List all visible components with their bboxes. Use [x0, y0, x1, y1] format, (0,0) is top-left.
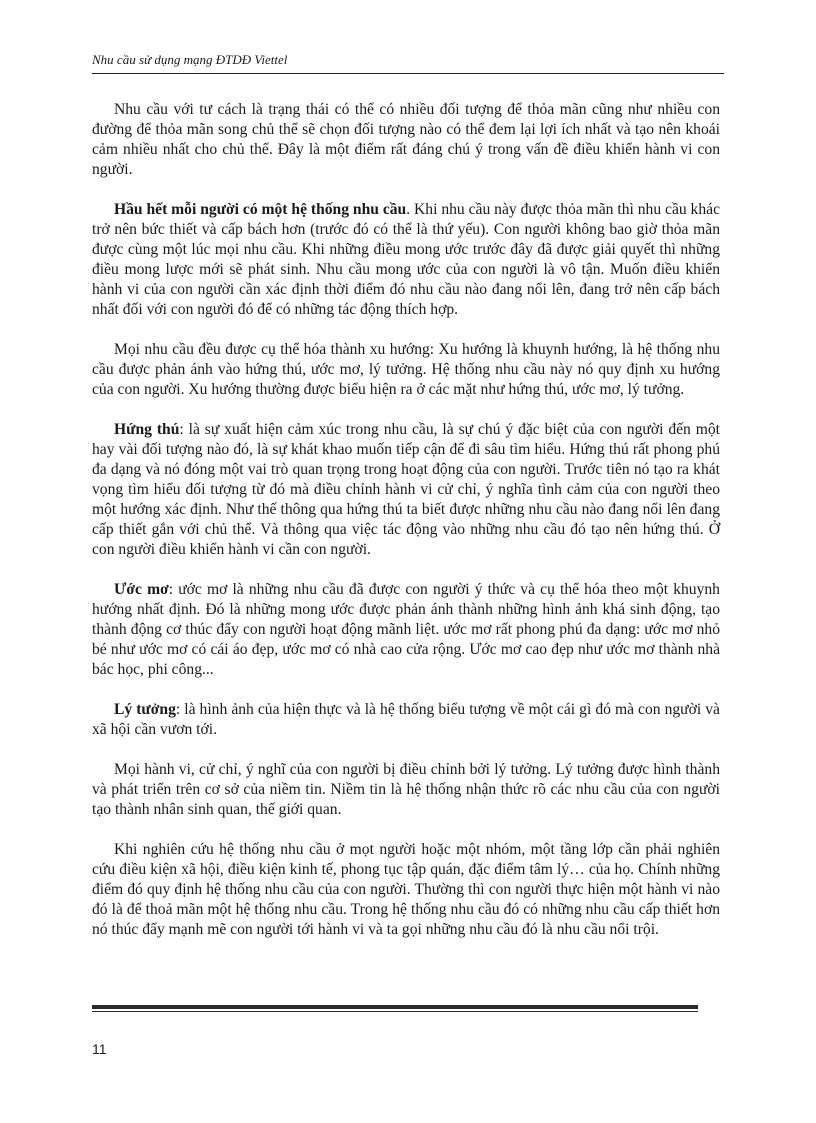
paragraph-1-text: Nhu cầu với tư cách là trạng thái có thể có nhiều đối tượng để thỏa mãn cũng như nhiều con đường để thỏa mãn song chủ thể sẽ chọn đối tượng nào có thể đem lại lợi ích nhất và tạo nên khoái cảm nhiều nhất cho chủ thể. Đây là một điểm rất đáng chú ý trong vấn đề điều khiển hành vi con người.	[92, 101, 720, 178]
paragraph-6	[92, 700, 720, 740]
document-body	[92, 100, 720, 960]
paragraph-8	[92, 840, 720, 940]
paragraph-5-lead: Ước mơ	[114, 581, 169, 598]
paragraph-3-text: Mọi nhu cầu đều được cụ thể hóa thành xu hướng: Xu hướng là khuynh hướng, là hệ thống nhu cầu được phản ánh vào hứng thú, ước mơ, lý tưởng. Hệ thống nhu cầu này nó quy định xu hướng của con người. Xu hướng thường được biểu hiện ra ở các mặt như hứng thú, ước mơ, lý tưởng.	[92, 341, 720, 398]
paragraph-7-text: Mọi hành vi, cử chỉ, ý nghĩ của con người bị điều chỉnh bởi lý tưởng. Lý tưởng được hình thành và phát triển trên cơ sở của niềm tin. Niềm tin là hệ thống nhận thức rõ các nhu cầu của con người tạo thành nhân sinh quan, thế giới quan.	[92, 761, 720, 818]
paragraph-4	[92, 420, 720, 560]
header-divider	[92, 73, 724, 74]
paragraph-6-lead: Lý tưởng	[114, 701, 176, 718]
paragraph-4-lead: Hứng thú	[114, 421, 180, 438]
paragraph-2-lead: Hầu hết mỗi người có một hệ thống nhu cầu	[114, 201, 407, 218]
paragraph-7	[92, 760, 720, 820]
paragraph-8-text: Khi nghiên cứu hệ thống nhu cầu ở mọt người hoặc một nhóm, một tầng lớp cần phải nghiên cứu điều kiện xã hội, điều kiện kinh tế, phong tục tập quán, đặc điểm tâm lý… của họ. Chính những điểm đó quy định hệ thống nhu cầu của con người. Thường thì con người thực hiện một hành vi nào đó là để thoả mãn một hệ thống nhu cầu. Trong hệ thống nhu cầu đó có những nhu cầu cấp thiết hơn nó thúc đẩy mạnh mẽ con người tới hành vi và ta gọi những nhu cầu đó là nhu cầu nổi trội.	[92, 841, 720, 938]
paragraph-1	[92, 100, 720, 180]
paragraph-2-text: . Khi nhu cầu này được thỏa mãn thì nhu cầu khác trở nên bức thiết và cấp bách hơn (trước đó có thể là thứ yếu). Con người không bao giờ thỏa mãn được cùng một lúc mọi nhu cầu. Khi những điều mong ước trước đây đã được giải quyết thì những điều mong lược mới sẽ phát sinh. Nhu cầu mong ước của con người là vô tận. Muốn điều khiển hành vi của con người cần xác định thời điểm đó nhu cầu nào đang nổi lên, đang trở nên cấp bách nhất đối với con người đó để có những tác động thích hợp.	[92, 201, 720, 318]
page-number: 11	[92, 1041, 107, 1057]
paragraph-3	[92, 340, 720, 400]
paragraph-5-text: : ước mơ là những nhu cầu đã được con người ý thức và cụ thể hóa theo một khuynh hướng nhất định. Đó là những mong ước được phản ánh thành những hình ảnh khá sinh động, tạo thành động cơ thúc đẩy con người hoạt động mãnh liệt. ước mơ rất phong phú đa dạng: ước mơ nhỏ bé như ước mơ có cái áo đẹp, ước mơ có nhà cao cửa rộng. Ước mơ cao đẹp như ước mơ thành nhà bác học, phi công...	[92, 581, 720, 678]
footer-divider-thick	[92, 1005, 698, 1009]
paragraph-4-text: : là sự xuất hiện cảm xúc trong nhu cầu, là sự chú ý đặc biệt của con người đến một hay vài đối tượng nào đó, là sự khát khao muốn tiếp cận để đi sâu tìm hiểu. Hứng thú rất phong phú đa dạng và nó đóng một vai trò quan trọng trong hoạt động của con người. Trước tiên nó tạo ra khát vọng tìm hiểu đối tượng từ đó mà điều chỉnh hành vi cử chỉ, ý nghĩa tình cảm của con người theo một hướng xác định. Như thế thông qua hứng thú ta biết được những nhu cầu nào đang nổi lên đang cấp thiết gắn với chủ thể. Và thông qua việc tác động vào những nhu cầu đó tạo nên hứng thú. Ở con người điều khiển hành vi cần con người.	[92, 421, 720, 558]
footer-divider	[92, 1005, 698, 1012]
paragraph-5	[92, 580, 720, 680]
page-header-title: Nhu cầu sử dụng mạng ĐTDĐ Viettel	[92, 52, 288, 67]
paragraph-6-text: : là hình ảnh của hiện thực và là hệ thống biểu tượng về một cái gì đó mà con người và xã hội cần vươn tới.	[92, 701, 720, 738]
paragraph-2	[92, 200, 720, 320]
footer-divider-thin	[92, 1011, 698, 1012]
